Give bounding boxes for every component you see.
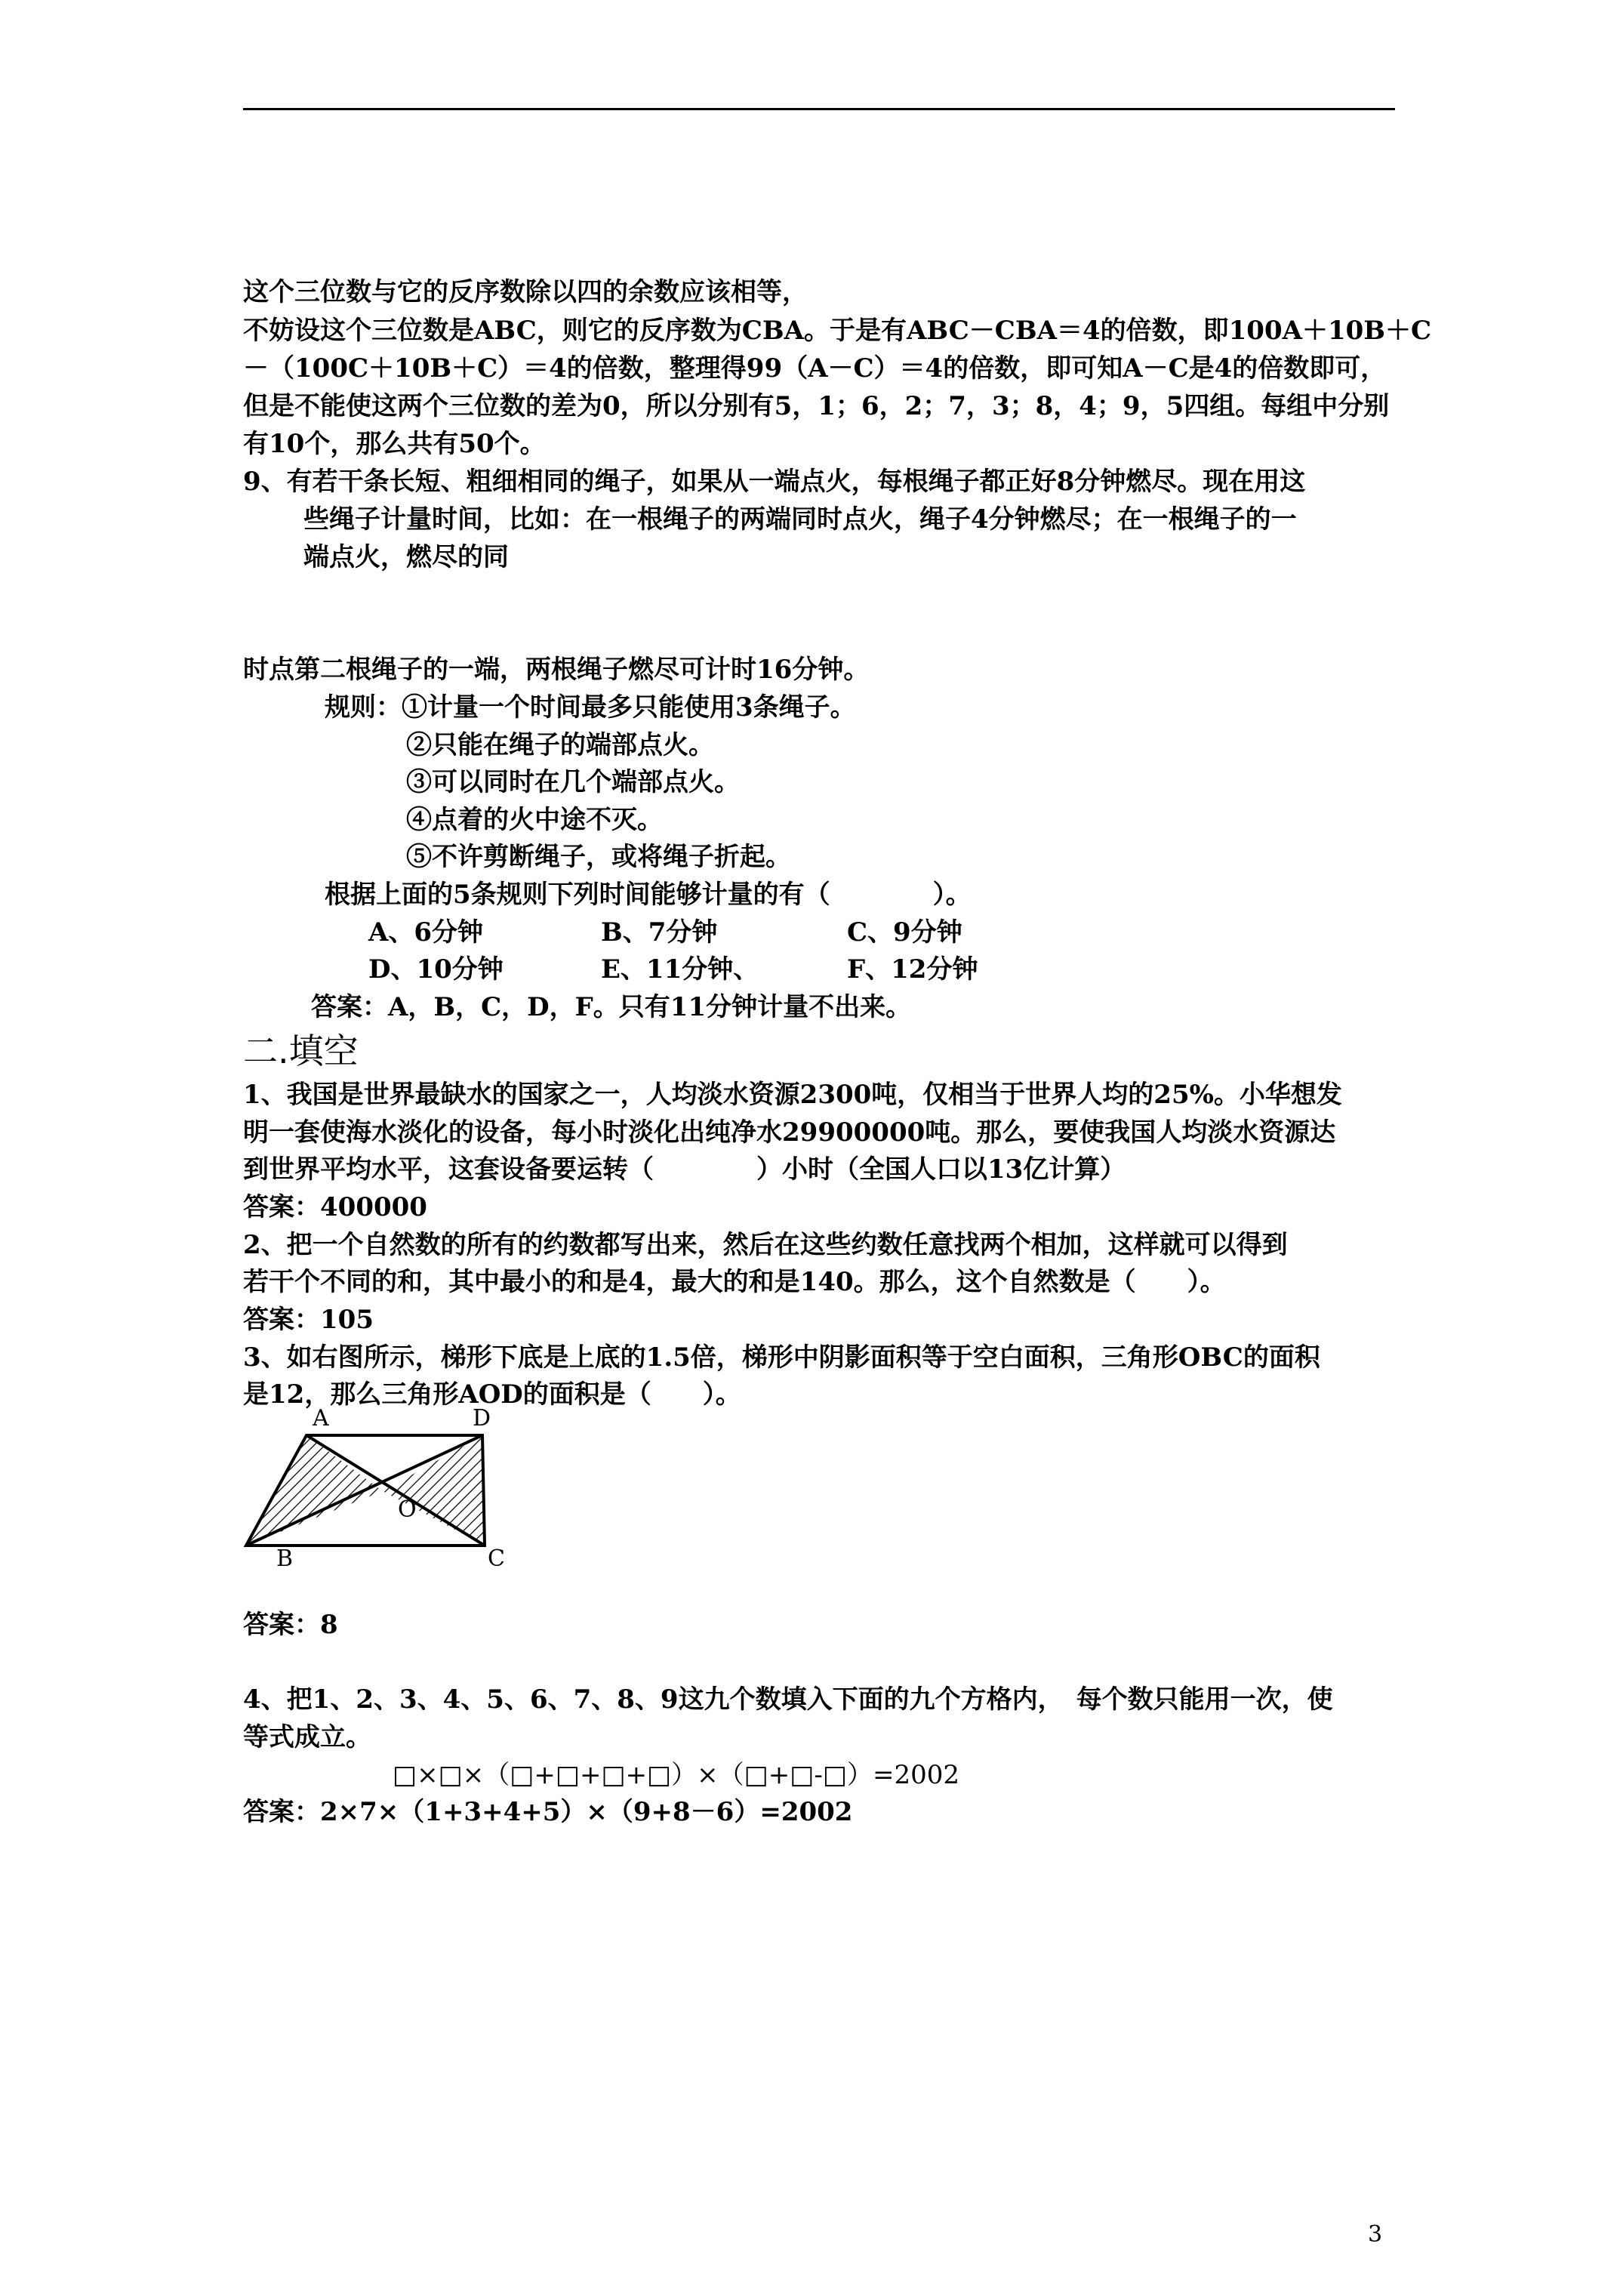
q9-rule-4: ④点着的火中途不灭。 bbox=[406, 805, 663, 835]
q9-rule-5: ⑤不许剪断绳子，或将绳子折起。 bbox=[406, 842, 791, 872]
q9-question: 根据上面的5条规则下列时间能够计量的有（ ）。 bbox=[325, 880, 972, 910]
fill-q2-answer: 答案：105 bbox=[243, 1305, 374, 1335]
label-o: O bbox=[398, 1496, 417, 1523]
label-c: C bbox=[488, 1546, 505, 1572]
section-title: 二.填空 bbox=[243, 1031, 359, 1071]
q9-line-3: 端点火，燃尽的同 bbox=[303, 542, 509, 572]
fill-q2-line-1: 2、把一个自然数的所有的约数都写出来，然后在这些约数任意找两个相加，这样就可以得到 bbox=[243, 1230, 1288, 1260]
header-rule bbox=[243, 108, 1395, 110]
label-a: A bbox=[313, 1409, 329, 1432]
q9-option-c: C、9分钟 bbox=[847, 917, 962, 948]
fill-q4-line-1: 4、把1、2、3、4、5、6、7、8、9这九个数填入下面的九个方格内， 每个数只能用一次，使 bbox=[243, 1684, 1333, 1715]
fill-q1-line-1: 1、我国是世界最缺水的国家之一，人均淡水资源2300吨，仅相当于世界人均的25%。小华想发 bbox=[243, 1080, 1342, 1110]
label-d: D bbox=[473, 1409, 491, 1432]
carry-over-line-3: －（100C＋10B＋C）＝4的倍数，整理得99（A－C）＝4的倍数，即可知A－C是4的倍数即可， bbox=[243, 353, 1387, 384]
q9-option-f: F、12分钟 bbox=[847, 954, 978, 985]
q9-line-1: 9、有若干条长短、粗细相同的绳子，如果从一端点火，每根绳子都正好8分钟燃尽。现在用这 bbox=[243, 467, 1306, 497]
trapezoid-figure bbox=[243, 1409, 545, 1598]
q9-option-d: D、10分钟 bbox=[368, 954, 504, 985]
q9-rule-2: ②只能在绳子的端部点火。 bbox=[406, 730, 714, 760]
fill-q4-answer: 答案：2×7×（1+3+4+5）×（9+8－6）=2002 bbox=[243, 1797, 853, 1827]
carry-over-line-1: 这个三位数与它的反序数除以四的余数应该相等， bbox=[243, 277, 808, 307]
q9-option-b: B、7分钟 bbox=[601, 917, 718, 948]
fill-q3-answer: 答案：8 bbox=[243, 1610, 338, 1640]
q9-option-e: E、11分钟、 bbox=[601, 954, 759, 985]
q9-answer: 答案：A，B，C，D，F。只有11分钟计量不出来。 bbox=[311, 992, 912, 1022]
q9-line-2: 些绳子计量时间，比如：在一根绳子的两端同时点火，绳子4分钟燃尽；在一根绳子的一 bbox=[303, 504, 1297, 535]
q9-rule-3: ③可以同时在几个端部点火。 bbox=[406, 767, 740, 797]
carry-over-line-2: 不妨设这个三位数是ABC，则它的反序数为CBA。于是有ABC－CBA＝4的倍数，即100A＋10B＋C bbox=[243, 316, 1432, 346]
fill-q3-line-1: 3、如右图所示，梯形下底是上底的1.5倍，梯形中阴影面积等于空白面积，三角形OBC的面积 bbox=[243, 1342, 1320, 1373]
q9-line-4: 时点第二根绳子的一端，两根绳子燃尽可计时16分钟。 bbox=[243, 655, 870, 685]
label-b: B bbox=[276, 1546, 294, 1572]
fill-q4-line-2: 等式成立。 bbox=[243, 1722, 371, 1752]
fill-q4-equation: □×□×（□+□+□+□）×（□+□-□）=2002 bbox=[393, 1760, 960, 1790]
page-number: 3 bbox=[1368, 2221, 1383, 2248]
fill-q2-line-2: 若干个不同的和，其中最小的和是4，最大的和是140。那么，这个自然数是（ ）。 bbox=[243, 1267, 1226, 1297]
q9-rule-1: 规则：①计量一个时间最多只能使用3条绳子。 bbox=[325, 692, 856, 723]
fill-q3-line-2: 是12，那么三角形AOD的面积是（ ）。 bbox=[243, 1379, 741, 1410]
fill-q1-line-2: 明一套使海水淡化的设备，每小时淡化出纯净水29900000吨。那么，要使我国人均淡水资源达 bbox=[243, 1117, 1336, 1148]
fill-q1-line-3: 到世界平均水平，这套设备要运转（ ）小时（全国人口以13亿计算） bbox=[243, 1154, 1126, 1185]
carry-over-line-4: 但是不能使这两个三位数的差为0，所以分别有5，1；6，2；7，3；8，4；9，5四组。每组中分别 bbox=[243, 391, 1390, 421]
carry-over-line-5: 有10个，那么共有50个。 bbox=[243, 429, 546, 459]
fill-q1-answer: 答案：400000 bbox=[243, 1192, 427, 1222]
q9-option-a: A、6分钟 bbox=[368, 917, 484, 948]
